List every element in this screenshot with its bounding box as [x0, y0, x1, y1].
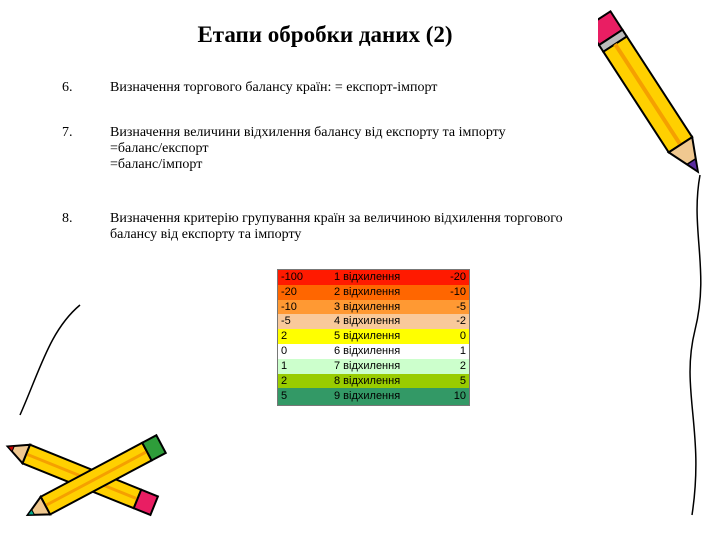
step-line: Визначення критерію групування країн за величиною відхилення торгового — [110, 211, 563, 226]
step-text — [110, 125, 650, 173]
legend-from-value: 2 — [281, 330, 288, 343]
slide-title: Етапи обробки даних (2) — [197, 22, 453, 47]
legend-row — [278, 270, 469, 285]
legend-deviation-label: 8 відхилення — [334, 374, 401, 387]
legend-deviation-label: 7 відхилення — [334, 359, 401, 372]
legend-to-value: -5 — [456, 300, 466, 313]
legend-from-value: -20 — [281, 285, 297, 298]
legend-from-value: 2 — [281, 374, 288, 387]
step-line: Визначення торгового балансу країн: = експорт-імпорт — [110, 80, 438, 95]
step-line: =баланс/імпорт — [110, 157, 203, 172]
crossed-pencils-icon — [0, 428, 180, 538]
step-number: 7. — [62, 125, 73, 140]
legend-to-value: -2 — [456, 315, 466, 328]
legend-row — [278, 374, 469, 389]
legend-to-value: 2 — [459, 359, 466, 372]
legend-from-value: 5 — [281, 390, 288, 403]
legend-from-value: 0 — [281, 344, 288, 357]
step-text — [110, 80, 650, 96]
legend-deviation-label: 4 відхилення — [334, 315, 401, 328]
decorative-line — [680, 170, 720, 520]
legend-to-value: 0 — [459, 330, 466, 343]
legend-from-value: -10 — [281, 300, 297, 313]
legend-from-value: -5 — [281, 315, 291, 328]
step-line: Визначення величини відхилення балансу від експорту та імпорту — [110, 125, 506, 140]
legend-to-value: -10 — [450, 285, 466, 298]
step-number: 6. — [62, 80, 73, 95]
legend-deviation-label: 6 відхилення — [334, 344, 401, 357]
pencil-icon — [598, 2, 708, 192]
legend-deviation-label: 5 відхилення — [334, 330, 401, 343]
legend-to-value: 10 — [453, 390, 466, 403]
legend-row — [278, 300, 469, 315]
decorative-line — [0, 300, 90, 420]
step-line: =баланс/експорт — [110, 141, 209, 156]
legend-deviation-label: 1 відхилення — [334, 271, 401, 283]
legend-row — [278, 344, 469, 359]
legend-from-value: -100 — [281, 271, 304, 283]
step-text — [110, 211, 650, 243]
legend-row — [278, 314, 469, 329]
deviation-legend-table — [277, 269, 470, 406]
legend-row — [278, 285, 469, 300]
legend-deviation-label: 9 відхилення — [334, 390, 401, 403]
legend-row — [278, 359, 469, 374]
legend-from-value: 1 — [281, 359, 288, 372]
legend-to-value: 5 — [459, 374, 466, 387]
legend-deviation-label: 2 відхилення — [334, 285, 401, 298]
legend-row — [278, 388, 469, 405]
legend-to-value: -20 — [450, 271, 466, 283]
legend-deviation-label: 3 відхилення — [334, 300, 401, 313]
legend-row — [278, 329, 469, 344]
legend-to-value: 1 — [459, 344, 466, 357]
step-line: балансу від експорту та імпорту — [110, 227, 302, 242]
step-number: 8. — [62, 211, 73, 226]
